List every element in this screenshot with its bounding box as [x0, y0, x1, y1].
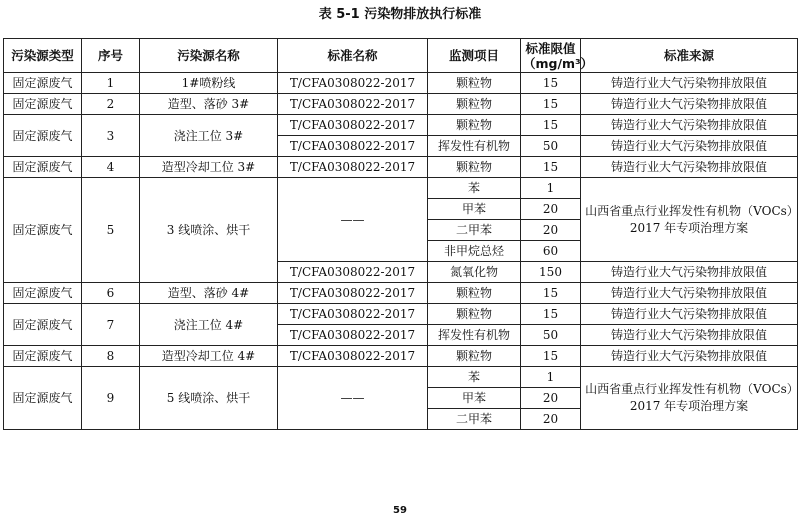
cell-standard: ——: [278, 367, 428, 430]
cell-type: 固定源废气: [4, 283, 82, 304]
cell-origin: 铸造行业大气污染物排放限值: [581, 325, 798, 346]
cell-limit: 15: [521, 304, 581, 325]
cell-standard: T/CFA0308022-2017: [278, 94, 428, 115]
header-source-name: 污染源名称: [140, 39, 278, 73]
cell-origin: 铸造行业大气污染物排放限值: [581, 136, 798, 157]
cell-limit: 15: [521, 73, 581, 94]
cell-limit: 15: [521, 346, 581, 367]
cell-limit: 50: [521, 136, 581, 157]
cell-item: 颗粒物: [428, 115, 521, 136]
table-row: [4, 157, 798, 178]
cell-limit: 20: [521, 220, 581, 241]
header-standard-source: 标准来源: [581, 39, 798, 73]
cell-standard: T/CFA0308022-2017: [278, 136, 428, 157]
cell-number: 5: [82, 178, 140, 283]
cell-standard: T/CFA0308022-2017: [278, 115, 428, 136]
cell-standard: T/CFA0308022-2017: [278, 346, 428, 367]
cell-item: 二甲苯: [428, 220, 521, 241]
cell-source: 造型、落砂 4#: [140, 283, 278, 304]
cell-limit: 150: [521, 262, 581, 283]
cell-type: 固定源废气: [4, 304, 82, 346]
cell-origin: 铸造行业大气污染物排放限值: [581, 346, 798, 367]
cell-item: 挥发性有机物: [428, 136, 521, 157]
cell-source: 造型、落砂 3#: [140, 94, 278, 115]
cell-standard: T/CFA0308022-2017: [278, 73, 428, 94]
cell-type: 固定源废气: [4, 346, 82, 367]
cell-type: 固定源废气: [4, 178, 82, 283]
cell-source: 3 线喷涂、烘干: [140, 178, 278, 283]
cell-number: 9: [82, 367, 140, 430]
cell-limit: 20: [521, 199, 581, 220]
cell-limit: 15: [521, 157, 581, 178]
page-number: 59: [393, 505, 407, 516]
cell-limit: 20: [521, 409, 581, 430]
table-row: [4, 367, 798, 388]
cell-standard: ——: [278, 178, 428, 262]
cell-number: 1: [82, 73, 140, 94]
cell-limit: 60: [521, 241, 581, 262]
emission-standards-table: [3, 38, 798, 430]
cell-item: 苯: [428, 178, 521, 199]
cell-item: 颗粒物: [428, 73, 521, 94]
cell-limit: 1: [521, 367, 581, 388]
table-row: [4, 283, 798, 304]
table-title: 表 5-1 污染物排放执行标准: [318, 7, 482, 22]
table-header-row: [4, 39, 798, 73]
cell-origin: 铸造行业大气污染物排放限值: [581, 94, 798, 115]
cell-source: 浇注工位 3#: [140, 115, 278, 157]
cell-standard: T/CFA0308022-2017: [278, 325, 428, 346]
cell-number: 7: [82, 304, 140, 346]
cell-number: 4: [82, 157, 140, 178]
header-limit: 标准限值（mg/m³）: [521, 39, 581, 73]
header-standard-name: 标准名称: [278, 39, 428, 73]
cell-source: 造型冷却工位 3#: [140, 157, 278, 178]
cell-item: 颗粒物: [428, 283, 521, 304]
cell-limit: 20: [521, 388, 581, 409]
cell-origin: 铸造行业大气污染物排放限值: [581, 157, 798, 178]
cell-source: 5 线喷涂、烘干: [140, 367, 278, 430]
cell-limit: 15: [521, 115, 581, 136]
cell-limit: 1: [521, 178, 581, 199]
cell-source: 造型冷却工位 4#: [140, 346, 278, 367]
table-row: [4, 115, 798, 136]
cell-limit: 15: [521, 94, 581, 115]
cell-item: 氮氧化物: [428, 262, 521, 283]
cell-item: 颗粒物: [428, 94, 521, 115]
cell-item: 挥发性有机物: [428, 325, 521, 346]
cell-number: 8: [82, 346, 140, 367]
cell-origin: 铸造行业大气污染物排放限值: [581, 115, 798, 136]
cell-item: 非甲烷总烃: [428, 241, 521, 262]
cell-type: 固定源废气: [4, 367, 82, 430]
cell-origin: 铸造行业大气污染物排放限值: [581, 262, 798, 283]
cell-type: 固定源废气: [4, 94, 82, 115]
cell-origin: 铸造行业大气污染物排放限值: [581, 283, 798, 304]
cell-source: 浇注工位 4#: [140, 304, 278, 346]
cell-number: 6: [82, 283, 140, 304]
table-row: [4, 178, 798, 199]
cell-origin: 铸造行业大气污染物排放限值: [581, 73, 798, 94]
cell-item: 甲苯: [428, 388, 521, 409]
cell-item: 苯: [428, 367, 521, 388]
cell-item: 颗粒物: [428, 304, 521, 325]
table-row: [4, 346, 798, 367]
table-row: [4, 304, 798, 325]
header-pollution-type: 污染源类型: [4, 39, 82, 73]
cell-origin: 铸造行业大气污染物排放限值: [581, 304, 798, 325]
cell-origin: 山西省重点行业挥发性有机物（VOCs）2017 年专项治理方案: [581, 178, 798, 262]
cell-standard: T/CFA0308022-2017: [278, 304, 428, 325]
cell-standard: T/CFA0308022-2017: [278, 262, 428, 283]
cell-number: 3: [82, 115, 140, 157]
cell-limit: 50: [521, 325, 581, 346]
cell-item: 甲苯: [428, 199, 521, 220]
cell-standard: T/CFA0308022-2017: [278, 157, 428, 178]
cell-source: 1#喷粉线: [140, 73, 278, 94]
cell-origin: 山西省重点行业挥发性有机物（VOCs）2017 年专项治理方案: [581, 367, 798, 430]
header-monitor-item: 监测项目: [428, 39, 521, 73]
cell-limit: 15: [521, 283, 581, 304]
cell-item: 二甲苯: [428, 409, 521, 430]
cell-number: 2: [82, 94, 140, 115]
table-row: [4, 73, 798, 94]
cell-item: 颗粒物: [428, 157, 521, 178]
cell-type: 固定源废气: [4, 73, 82, 94]
cell-standard: T/CFA0308022-2017: [278, 283, 428, 304]
cell-type: 固定源废气: [4, 157, 82, 178]
cell-type: 固定源废气: [4, 115, 82, 157]
table-row: [4, 94, 798, 115]
header-number: 序号: [82, 39, 140, 73]
cell-item: 颗粒物: [428, 346, 521, 367]
